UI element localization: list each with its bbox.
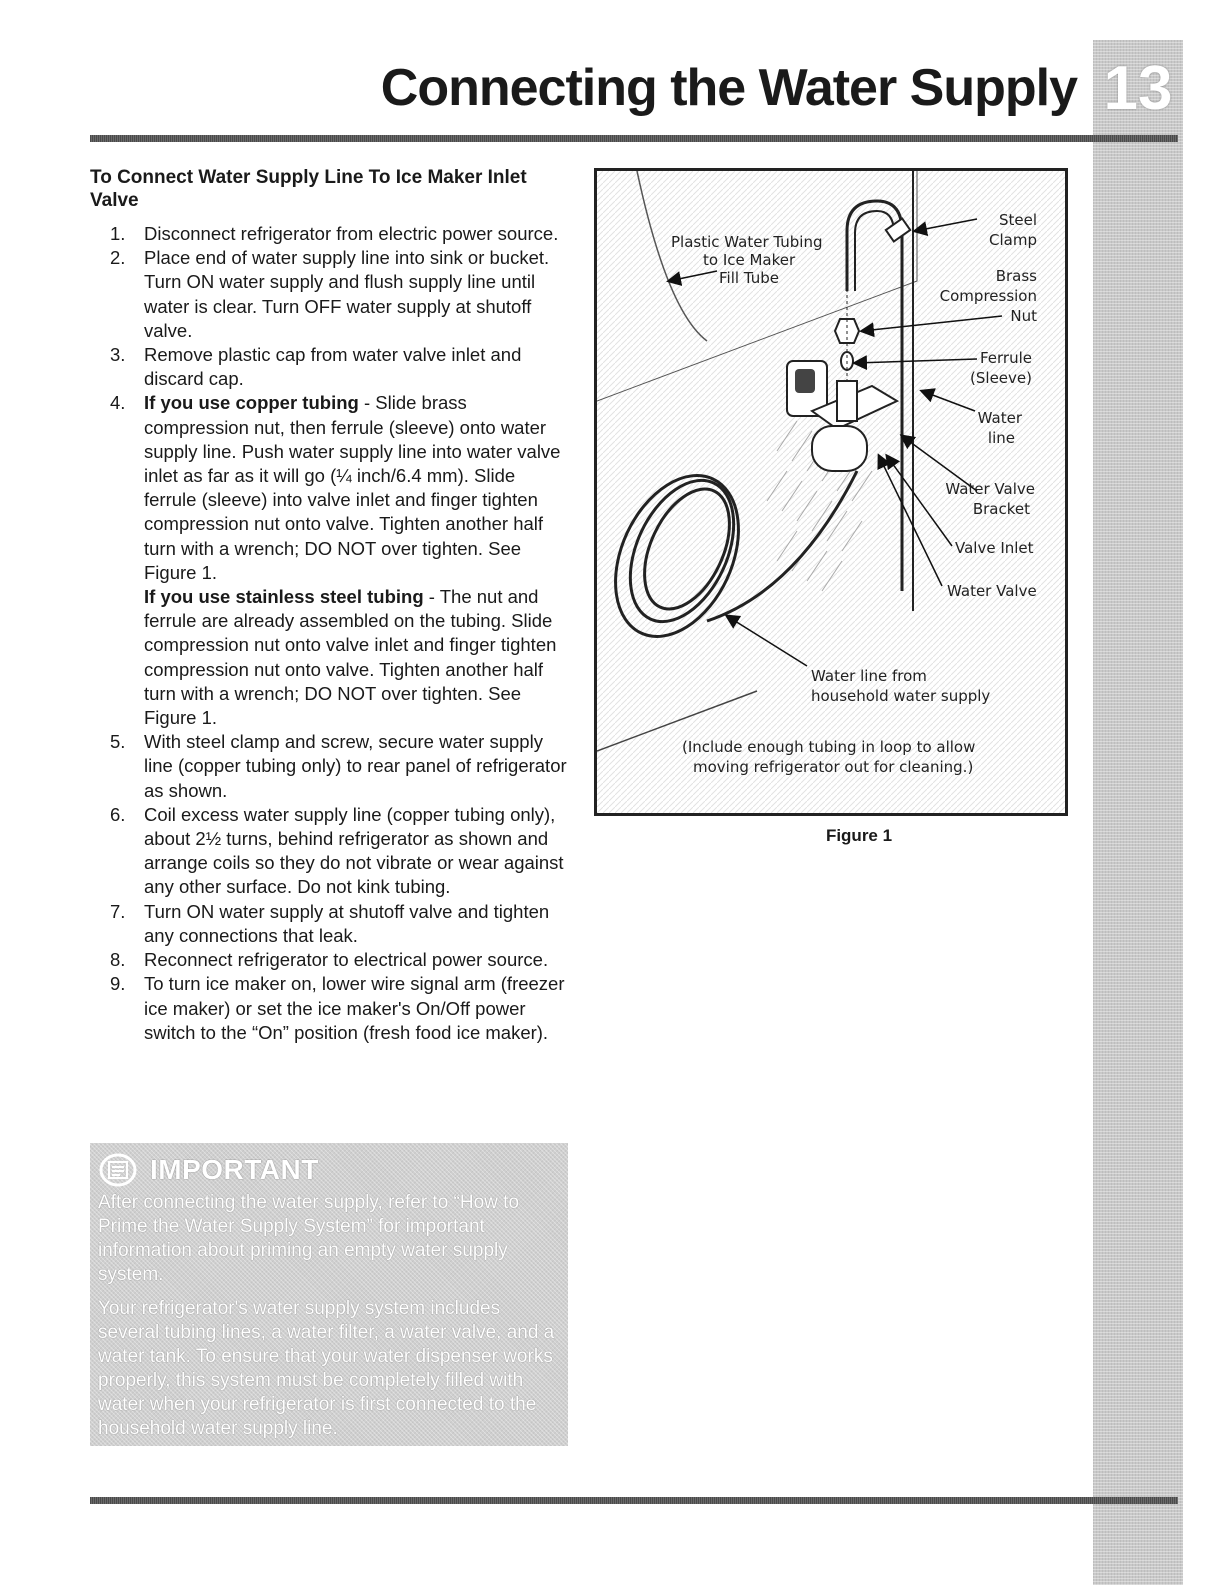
label-plastic-tubing-2: to Ice Maker (703, 251, 796, 269)
figure-caption: Figure 1 (825, 826, 893, 845)
step-number: 7. (110, 900, 126, 922)
label-brass: Brass (995, 267, 1037, 285)
label-loop-note-2: moving refrigerator out for cleaning.) (693, 758, 974, 776)
step-item (90, 948, 570, 972)
important-header (98, 1153, 562, 1187)
step-item (90, 803, 570, 900)
label-steel-clamp-2: Clamp (989, 231, 1037, 249)
copper-tubing-text (144, 391, 570, 585)
note-icon (98, 1153, 138, 1187)
instructions-column (90, 166, 570, 1045)
step-text: Place end of water supply line into sink or bucket. Turn ON water supply and flush supply line until water is clear. Turn OFF water supply at shutoff valve. (144, 247, 550, 341)
step-item (90, 972, 570, 1045)
water-valve-illustration (597, 171, 1065, 813)
label-plastic-tubing: Plastic Water Tubing (671, 233, 823, 251)
label-ferrule: Ferrule (979, 349, 1032, 367)
label-water-line-2: line (987, 429, 1015, 447)
top-divider (90, 135, 1178, 142)
steel-tubing-heading: If you use stainless steel tubing (144, 586, 424, 608)
label-steel-clamp: Steel (998, 211, 1037, 229)
label-household-line-2: household water supply (811, 687, 991, 705)
section-heading: To Connect Water Supply Line To Ice Maker Inlet Valve (90, 167, 527, 211)
step-item (90, 391, 570, 730)
label-household-line: Water line from (811, 667, 927, 685)
label-valve-bracket-2: Bracket (972, 500, 1030, 518)
step-item (90, 246, 570, 343)
step-number: 6. (110, 803, 126, 825)
step-text: Turn ON water supply at shutoff valve and tighten any connections that leak. (144, 900, 550, 946)
label-water-valve: Water Valve (947, 582, 1037, 600)
step-number: 3. (110, 344, 126, 366)
step-item (90, 900, 570, 948)
copper-tubing-body: - Slide brass compression nut, then ferrule (sleeve) onto water supply line. Push water supply line into water valve inlet as far as it will go (¼ inch/6.4 mm). Slide ferrule (sleeve) into valve inlet and finger tighten compression nut onto valve. Tighten another half turn with a wrench; DO NOT over tighten. See Figure 1. (144, 392, 561, 583)
label-valve-inlet: Valve Inlet (955, 539, 1034, 557)
step-number: 1. (110, 223, 126, 244)
step-text: Reconnect refrigerator to electrical power source. (144, 949, 549, 971)
important-paragraph: After connecting the water supply, refer to “How to Prime the Water Supply System” for important information about priming an empty water supply system. (98, 1192, 520, 1285)
step-text: Disconnect refrigerator from electric power source. (144, 223, 559, 244)
important-paragraph: Your refrigerator's water supply system includes several tubing lines, a water filter, a water valve, and a water tank. To ensure that your water dispenser works properly, this system must be completely filled with water when your refrigerator is first connected to the household water supply line. (98, 1298, 555, 1439)
step-number: 8. (110, 949, 126, 971)
label-compression: Compression (939, 287, 1037, 305)
step-number: 5. (110, 731, 126, 753)
step-text: Coil excess water supply line (copper tubing only), about 2½ turns, behind refrigerator as shown and arrange coils so they do not vibrate or wear against any other surface. Do not kink tubing. (144, 803, 564, 898)
page-title: Connecting the Water Supply (380, 59, 1077, 117)
important-notice (90, 1143, 568, 1446)
step-item (90, 222, 570, 246)
steel-tubing-body: - The nut and ferrule are already assembled on the tubing. Slide compression nut onto valve inlet and finger tighten compression nut onto valve. Tighten another half turn with a wrench; DO NOT over tighten. See Figure 1. (144, 586, 557, 729)
step-number: 4. (110, 392, 126, 414)
label-nut: Nut (1010, 307, 1037, 325)
figure-1-diagram (594, 168, 1068, 816)
label-fill-tube: Fill Tube (719, 269, 779, 287)
label-loop-note: (Include enough tubing in loop to allow (682, 738, 976, 756)
bottom-divider (90, 1497, 1178, 1504)
label-water-line: Water (977, 409, 1022, 427)
important-title: IMPORTANT (150, 1154, 319, 1185)
page-number: 13 (1103, 54, 1173, 123)
step-item (90, 730, 570, 803)
steel-tubing-text (144, 585, 570, 730)
side-tab-band (1093, 40, 1183, 1585)
copper-tubing-heading: If you use copper tubing (144, 392, 359, 414)
step-number: 2. (110, 247, 126, 269)
step-text: With steel clamp and screw, secure water supply line (copper tubing only) to rear panel of refrigerator as shown. (144, 731, 567, 801)
label-valve-bracket: Water Valve (945, 480, 1035, 498)
step-item (90, 343, 570, 391)
steps-list (90, 222, 570, 1045)
step-text: To turn ice maker on, lower wire signal arm (freezer ice maker) or set the ice maker's On/Off power switch to the “On” position (fresh food ice maker). (144, 973, 565, 1043)
step-number: 9. (110, 973, 126, 995)
label-sleeve: (Sleeve) (970, 369, 1032, 387)
step-text: Remove plastic cap from water valve inlet and discard cap. (144, 344, 522, 390)
